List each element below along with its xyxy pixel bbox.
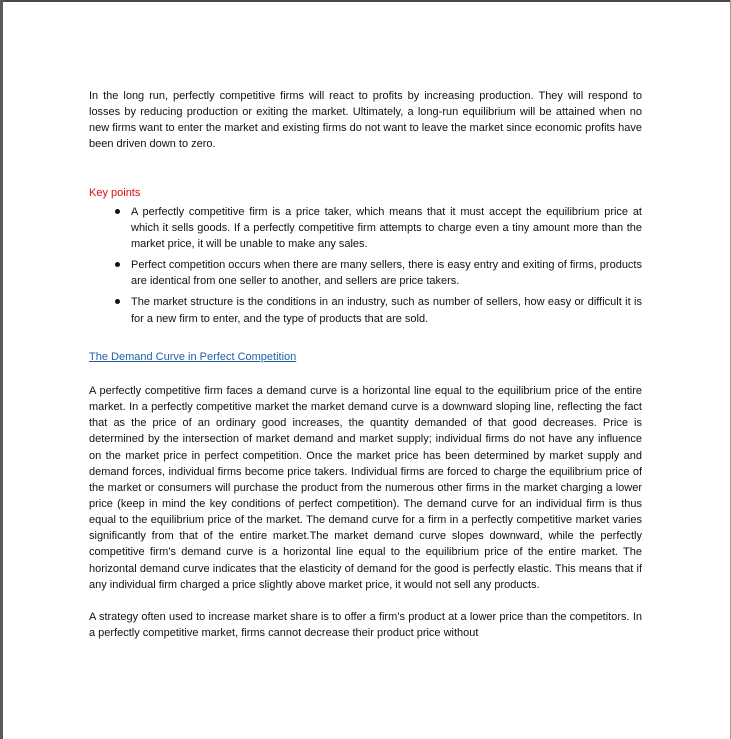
demand-curve-paragraph: A perfectly competitive firm faces a demand curve is a horizontal line equal to the equilibrium price of the entire market. In a perfectly competitive market the market demand curve is a downward sloping line, reflecting the fact that as the price of an ordinary good increases, the quantity demanded of that good decreases. Price is determined by the intersection of market demand and market supply; individual firms do not have any influence on the market price in perfect competition. Once the market price has been determined by market supply and demand forces, individual firms become price takers. Individual firms are forced to charge the equilibrium price of the market or consumers will purchase the product from the numerous other firms in the market charging a lower price (keep in mind the key conditions of perfect competition). The demand curve for an individual firm is thus equal to the equilibrium price of the market. The demand curve for a firm in a perfectly competitive market varies significantly from that of the entire market.The market demand curve slopes downward, while the perfectly competitive firm’s demand curve is a horizontal line equal to the equilibrium price of the entire market. The horizontal demand curve indicates that the elasticity of demand for the good is perfectly elastic. This means that if any individual firm charged a price slightly above market price, it would not sell any products.	[89, 384, 642, 591]
intro-paragraph: In the long run, perfectly competitive firms will react to profits by increasing production. They will respond to losses by reducing production or exiting the market. Ultimately, a long-run equilibrium will be attained when no new firms want to enter the market and existing firms do not want to leave the market since economic profits have been driven down to zero.	[89, 90, 642, 151]
window-left-border	[0, 0, 3, 739]
key-point-text: Perfect competition occurs when there are many sellers, there is easy entry and exiting of firms, products are identical from one seller to another, and sellers are price takers.	[131, 259, 642, 288]
document-page	[89, 88, 642, 641]
key-point-text: The market structure is the conditions in an industry, such as number of sellers, how easy or difficult it is for a new firm to enter, and the type of products that are sold.	[131, 296, 642, 325]
window-top-border	[0, 0, 731, 2]
bullet-icon	[115, 262, 120, 267]
key-point-item	[89, 257, 642, 289]
key-point-item	[89, 294, 642, 326]
market-share-paragraph: A strategy often used to increase market share is to offer a firm’s product at a lower price than the competitors. In a perfectly competitive market, firms cannot decrease their product price without	[89, 610, 642, 640]
bullet-icon	[115, 209, 120, 214]
bullet-icon	[115, 299, 120, 304]
key-point-text: A perfectly competitive firm is a price taker, which means that it must accept the equilibrium price at which it sells goods. If a perfectly competitive firm attempts to charge even a tiny amount more than the market price, it will be unable to make any sales.	[131, 205, 642, 250]
key-point-item	[89, 204, 642, 252]
key-points-heading: Key points	[89, 186, 141, 199]
key-points-list	[89, 204, 642, 327]
section-title-link[interactable]: The Demand Curve in Perfect Competition	[89, 350, 297, 363]
